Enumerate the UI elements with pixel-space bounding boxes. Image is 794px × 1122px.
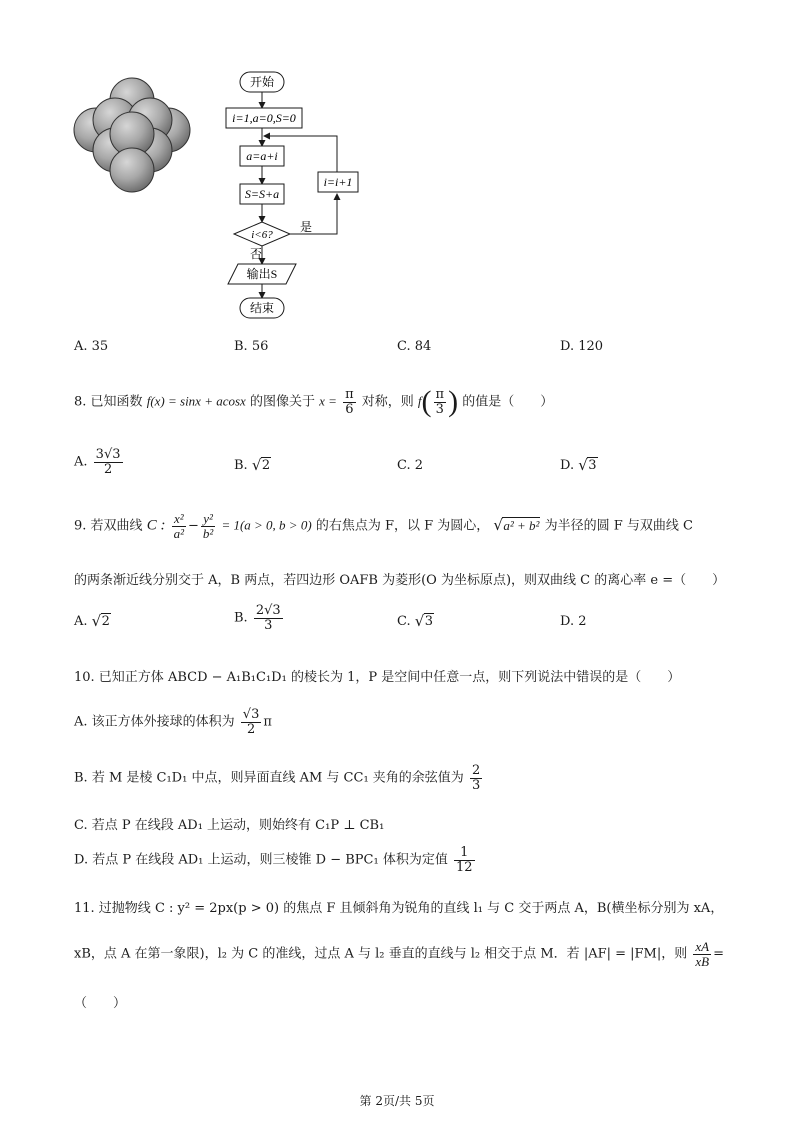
flow-step2-label: S=S+a — [244, 187, 280, 201]
sphere-stack-figure — [68, 72, 198, 202]
sphere — [110, 148, 154, 192]
q7-option-b: B. 56 — [234, 339, 269, 354]
q10-option-a: A. 该正方体外接球的体积为 $\frac{√3}{2}$ π — [74, 707, 272, 737]
flow-no-label: 否 — [250, 247, 263, 261]
question-11-answer-blank: （ ） — [74, 996, 127, 1011]
flow-end-label: 结束 — [249, 301, 275, 315]
q9-option-a: A. √ 2 — [74, 614, 111, 629]
q10-option-d: D. 若点 P 在线段 AD₁ 上运动，则三棱锥 D − BPC₁ 体积为定值 $\frac{1}{12}$ — [74, 845, 473, 875]
q8-option-c: C. 2 — [397, 458, 424, 473]
flow-yes-label: 是 — [300, 220, 313, 234]
flow-init-label: i=1,a=0,S=0 — [232, 111, 296, 125]
q7-option-a: A. 35 — [74, 339, 109, 354]
q9-option-c: C. √ 3 — [397, 614, 434, 629]
question-8: 8. 已知函数 f(x) = sinx + acosx 的图像关于 x = $\frac{\pi}{6}$ 对称，则 f( $\frac{\pi}{3}$ ) 的值是（ ） — [74, 385, 554, 419]
q10-option-b: B. 若 M 是棱 C₁D₁ 中点，则异面直线 AM 与 CC₁ 夹角的余弦值为 $\frac{2}{3}$ — [74, 763, 481, 793]
question-9-line2: 的两条渐近线分别交于 A，B 两点，若四边形 OAFB 为菱形(O 为坐标原点)，则双曲线 C 的离心率 e =（ ） — [74, 573, 726, 588]
flow-output-label: 输出S — [246, 267, 278, 281]
flow-step1-label: a=a+i — [246, 149, 278, 163]
q9-option-b: B. $\frac{2√3}{3}$ — [234, 603, 281, 633]
flow-decision-label: i<6? — [251, 229, 273, 241]
flow-start-label: 开始 — [249, 75, 275, 89]
q8-option-a: A. $\frac{3√3}{2}$ — [74, 447, 121, 477]
question-11-line2: xB，点 A 在第一象限)，l₂ 为 C 的准线，过点 A 与 l₂ 垂直的直线与 l₂ 相交于点 M．若 |AF| = |FM|，则 $\frac{xA}{xB}$ = — [74, 939, 725, 969]
flowchart — [220, 66, 370, 326]
question-9-line1: 9. 若双曲线 C : $\frac{\text{x²}}{\text{a²}}$ − $\frac{\text{y²}}{\text{b²}}$ = 1(a > 0, b > 0) 的右焦点为 F，以 F 为圆心， √ a² + b² 为半径的圆 F 与双曲线 C — [74, 512, 693, 540]
q8-option-b: B. √ 2 — [234, 458, 271, 473]
q8-option-d: D. √ 3 — [560, 458, 598, 473]
q7-option-d: D. 120 — [560, 339, 604, 354]
question-10-stem: 10. 已知正方体 ABCD − A₁B₁C₁D₁ 的棱长为 1，P 是空间中任意一点，则下列说法中错误的是（ ） — [74, 670, 681, 685]
page-footer: 第 2页/共 5页 — [359, 1094, 435, 1108]
flow-increment-label: i=i+1 — [323, 175, 353, 189]
q7-option-c: C. 84 — [397, 339, 432, 354]
question-11-line1: 11. 过抛物线 C : y² = 2px(p > 0) 的焦点 F 且倾斜角为锐角的直线 l₁ 与 C 交于两点 A，B(横坐标分别为 xA， — [74, 901, 724, 916]
q9-option-d: D. 2 — [560, 614, 587, 629]
q10-option-c: C. 若点 P 在线段 AD₁ 上运动，则始终有 C₁P ⊥ CB₁ — [74, 818, 385, 833]
